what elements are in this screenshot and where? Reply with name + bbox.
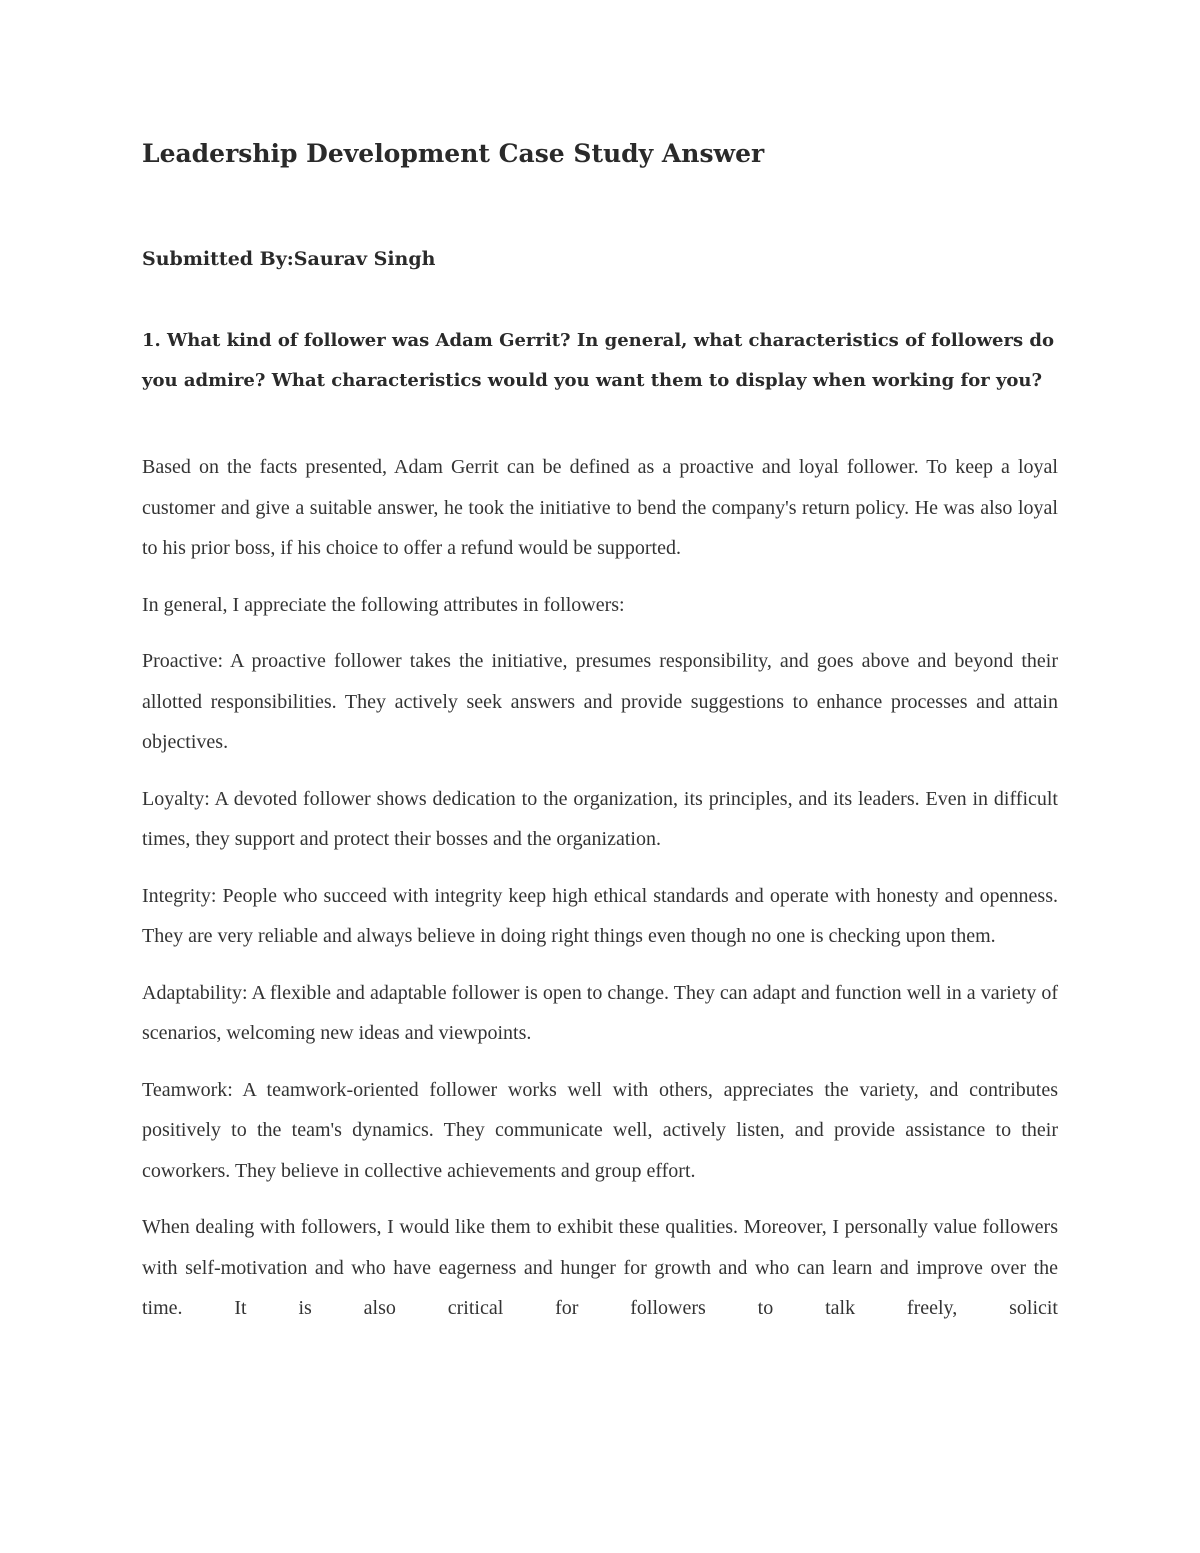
paragraph-adam-gerrit: Based on the facts presented, Adam Gerrit can be defined as a proactive and loyal follower. To keep a loyal customer and give a suitable answer, he took the initiative to bend the company's return policy. He was also loyal to his prior boss, if his choice to offer a refund would be supported. bbox=[142, 456, 1058, 560]
document-page bbox=[142, 138, 1058, 1345]
paragraph-adaptability: Adaptability: A flexible and adaptable follower is open to change. They can adapt and function well in a variety of scenarios, welcoming new ideas and viewpoints. bbox=[142, 981, 1058, 1045]
question-1: 1. What kind of follower was Adam Gerrit? In general, what characteristics of followers do you admire? What characteristics would you want them to display when working for you? bbox=[142, 330, 1054, 392]
paragraph-loyalty: Loyalty: A devoted follower shows dedication to the organization, its principles, and its leaders. Even in difficult times, they support and protect their bosses and the organization. bbox=[142, 787, 1058, 851]
paragraph-conclusion: When dealing with followers, I would like them to exhibit these qualities. Moreover, I personally value followers with self-motivation and who have eagerness and hunger for growth and who can learn and improve over the time. It is also critical for followers to talk freely, solicit bbox=[142, 1216, 1058, 1320]
paragraph-proactive: Proactive: A proactive follower takes the initiative, presumes responsibility, and goes above and beyond their allotted responsibilities. They actively seek answers and provide suggestions to enhance processes and attain objectives. bbox=[142, 650, 1058, 754]
paragraph-teamwork: Teamwork: A teamwork-oriented follower works well with others, appreciates the variety, and contributes positively to the team's dynamics. They communicate well, actively listen, and provide assistance to their coworkers. They believe in collective achievements and group effort. bbox=[142, 1078, 1058, 1182]
answer-body bbox=[142, 447, 1058, 1329]
paragraph-integrity: Integrity: People who succeed with integrity keep high ethical standards and operate with honesty and openness. They are very reliable and always believe in doing right things even though no one is checking upon them. bbox=[142, 884, 1058, 948]
document-title: Leadership Development Case Study Answer bbox=[142, 139, 765, 168]
submitted-by: Submitted By:Saurav Singh bbox=[142, 247, 436, 270]
paragraph-attributes-intro: In general, I appreciate the following attributes in followers: bbox=[142, 593, 625, 616]
